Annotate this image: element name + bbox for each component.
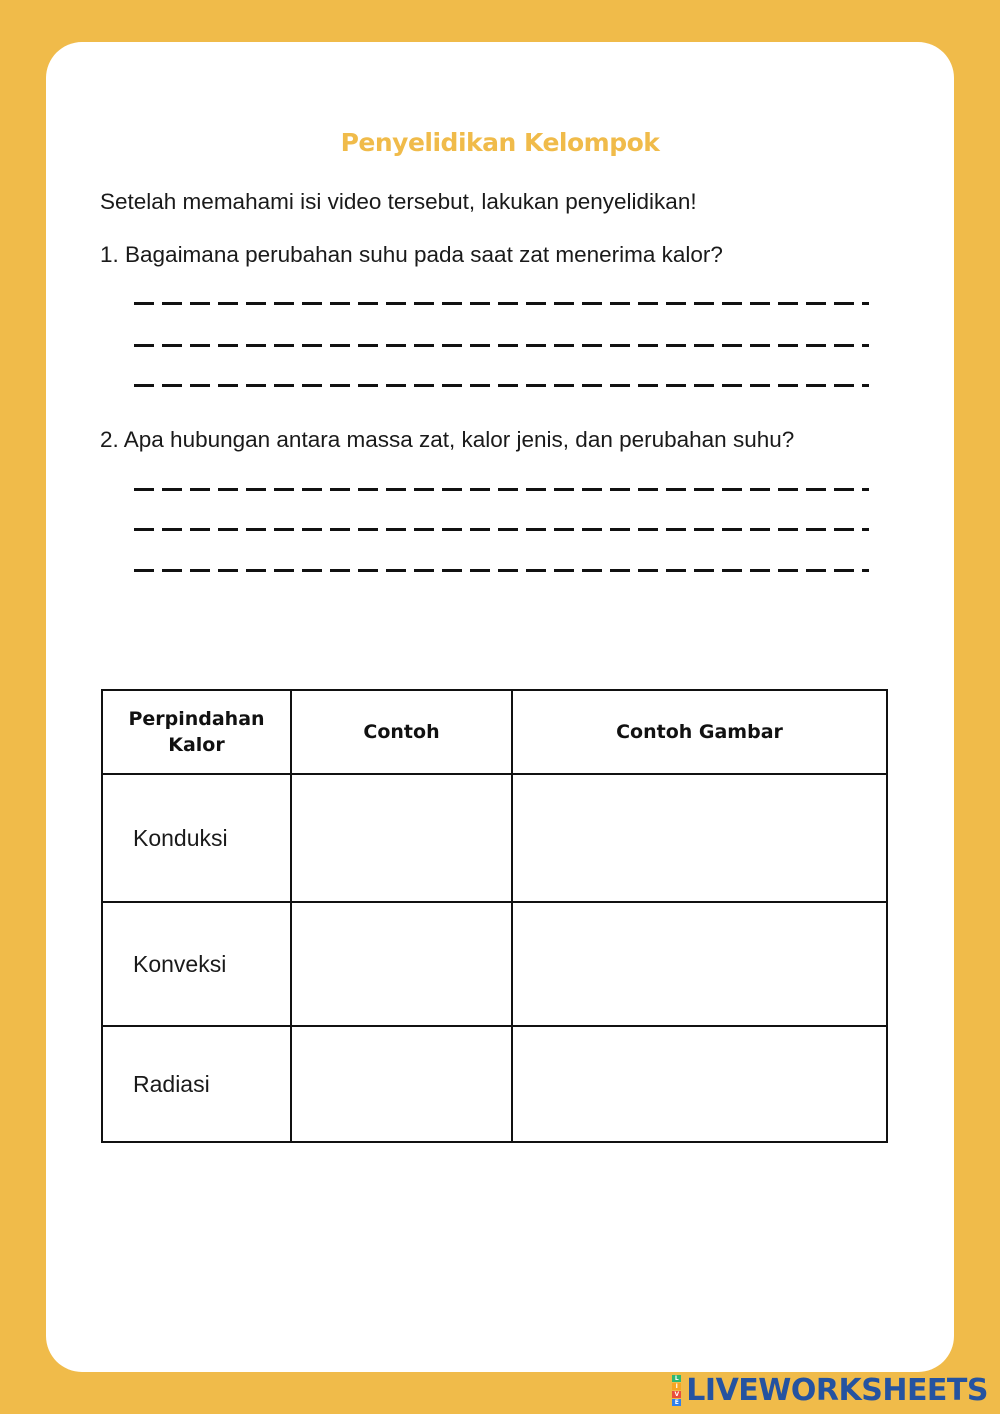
cell-contoh-gambar-konduksi[interactable] (512, 774, 887, 902)
answer-line-q2-1[interactable] (134, 488, 869, 491)
question-2: 2. Apa hubungan antara massa zat, kalor jenis, dan perubahan suhu? (100, 427, 795, 452)
cell-contoh-gambar-konveksi[interactable] (512, 902, 887, 1026)
row-label-konveksi: Konveksi (102, 902, 291, 1026)
heat-transfer-table (101, 689, 888, 1143)
row-label-radiasi: Radiasi (102, 1026, 291, 1142)
table-row (102, 1026, 887, 1142)
liveworksheets-logo[interactable] (672, 1373, 988, 1408)
cell-contoh-konveksi[interactable] (291, 902, 512, 1026)
header-label: Contoh Gambar (616, 721, 783, 743)
header-perpindahan-kalor (102, 690, 291, 774)
answer-line-q2-2[interactable] (134, 528, 869, 531)
worksheet-title: Penyelidikan Kelompok (340, 128, 660, 157)
table-row (102, 774, 887, 902)
table-row (102, 902, 887, 1026)
answer-line-q2-3[interactable] (134, 569, 869, 572)
answer-line-q1-3[interactable] (134, 384, 869, 387)
answer-line-q1-2[interactable] (134, 344, 869, 347)
liveworksheets-logo-icon (672, 1375, 681, 1406)
cell-contoh-gambar-radiasi[interactable] (512, 1026, 887, 1142)
question-1: 1. Bagaimana perubahan suhu pada saat zat menerima kalor? (100, 242, 723, 267)
header-label: Contoh (363, 721, 440, 743)
logo-icon-letter: V (672, 1391, 681, 1398)
header-contoh-gambar (512, 690, 887, 774)
header-contoh (291, 690, 512, 774)
answer-line-q1-1[interactable] (134, 302, 869, 305)
logo-icon-letter: I (672, 1383, 681, 1390)
row-label-konduksi: Konduksi (102, 774, 291, 902)
cell-contoh-konduksi[interactable] (291, 774, 512, 902)
instruction-text: Setelah memahami isi video tersebut, lakukan penyelidikan! (100, 189, 697, 214)
header-label: Perpindahan Kalor (128, 708, 265, 756)
logo-icon-letter: E (672, 1399, 681, 1406)
table-header-row (102, 690, 887, 774)
cell-contoh-radiasi[interactable] (291, 1026, 512, 1142)
logo-icon-letter: L (672, 1375, 681, 1382)
liveworksheets-logo-text: LIVEWORKSHEETS (686, 1373, 988, 1408)
